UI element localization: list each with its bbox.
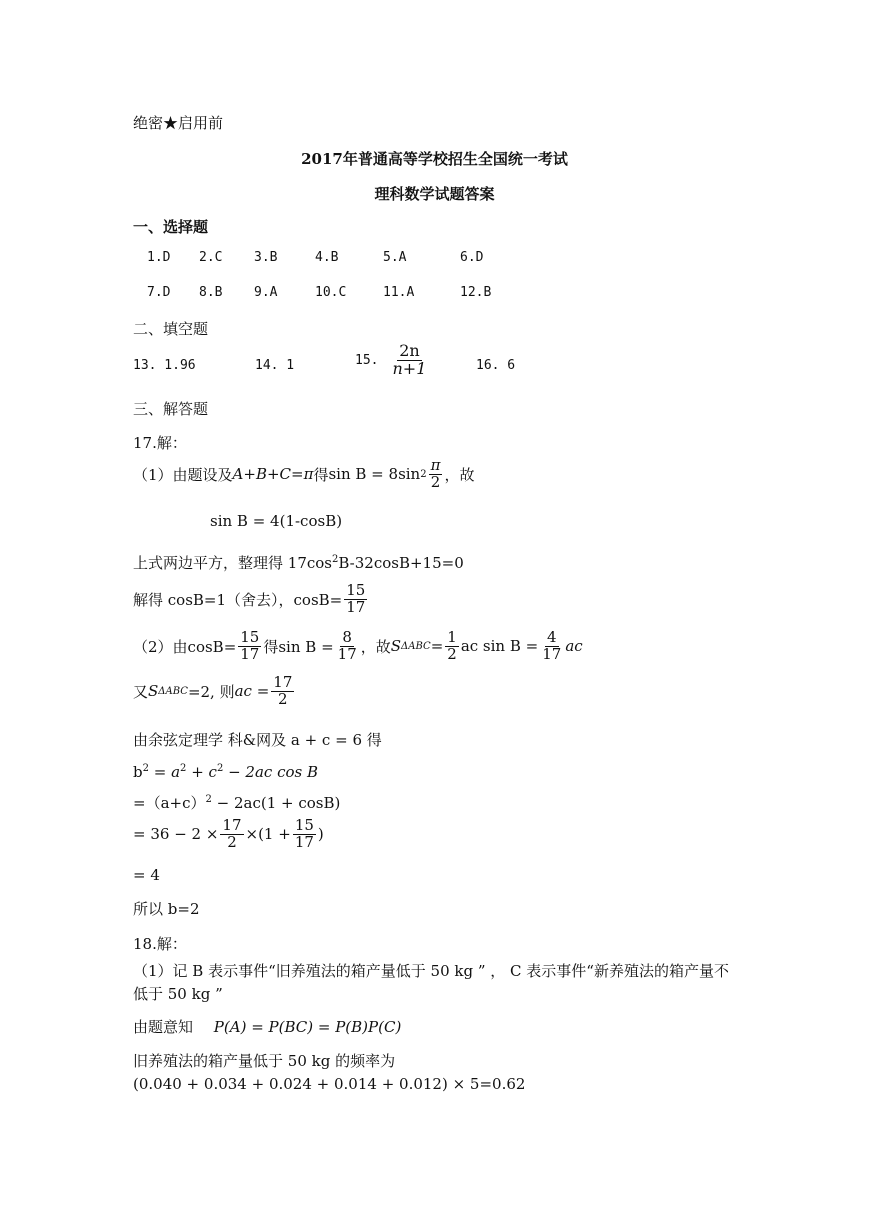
text: ac sin B = [460,637,539,656]
text: − 2ac(1 + cosB) [211,794,341,812]
fraction-numerator: 8 [342,628,352,646]
mc-answer: 4.B [315,250,339,265]
fraction [390,343,428,378]
text: 得sin B = [263,637,334,656]
math-symbol: S [390,637,402,656]
math-expression: ac = [234,682,270,701]
subscript: ΔABC [158,685,188,697]
mc-answer: 11.A [383,285,415,300]
q17-cosine-law-line: 由余弦定理学 科&网及 a + c = 6 得 [133,731,382,749]
mc-answer: 9.A [254,285,278,300]
mc-answer: 7.D [147,285,171,300]
fraction-denominator: 2 [278,689,288,708]
fraction [271,675,294,708]
text: =（a+c） [133,794,206,812]
text: B-32cosB+15=0 [338,554,464,572]
text: = 36 − 2 × [133,825,219,844]
text: （2）由cosB= [133,637,237,656]
fraction [445,630,459,663]
text: =2, 则 [187,682,235,701]
fraction-denominator: n+1 [392,358,427,378]
mc-answer: 3.B [254,250,278,265]
text: ，故 [360,637,391,656]
fill-answer-14: 14. 1 [255,358,295,373]
text: + c [186,763,217,781]
superscript: 2 [205,794,212,805]
fraction-numerator: 15 [346,581,366,599]
q17-equation-4: = 4 [133,866,160,884]
fraction [344,583,367,616]
fraction-numerator: 17 [222,816,242,834]
math-expression: A+B+C=π [232,465,314,484]
mc-answer: 2.C [199,250,223,265]
mc-answer: 5.A [383,250,407,265]
q18-probability-line [133,1016,401,1037]
fraction-denominator: 17 [240,644,260,663]
fraction-denominator: 2 [430,472,441,491]
fraction-numerator: 15 [294,816,314,834]
fraction-numerator: 15 [240,628,260,646]
text: 得 [313,465,329,484]
q17-part2-line [133,630,583,663]
fraction-denominator: 2 [447,644,457,663]
math-expression: sin B = 8sin [328,465,421,484]
mc-answer: 1.D [147,250,171,265]
text: b [133,763,143,781]
q17-part1-line [133,458,474,491]
superscript: 2 [216,763,224,774]
q18-line-1: （1）记 B 表示事件“旧养殖法的箱产量低于 50 kg ” ， C 表示事件“新养殖法的箱产量不 [133,962,729,980]
q17-equation-3 [133,818,324,851]
q17-area-line [133,675,296,708]
section-fill-in-heading: 二、填空题 [133,320,209,338]
fraction [293,818,316,851]
fraction-denominator: 17 [346,597,366,616]
superscript: 2 [180,763,187,774]
fraction [429,458,443,491]
fraction [238,630,261,663]
fraction-numerator: 2n [399,341,420,360]
text: 上式两边平方，整理得 17cos [133,554,332,572]
q18-label: 18.解： [133,935,187,953]
text: 由题意知 [133,1018,194,1036]
text: 又 [133,682,149,701]
fraction-numerator: 1 [447,628,457,646]
answer-subtitle: 理科数学试题答案 [374,185,495,203]
q17-equation-2 [133,792,340,813]
fraction-denominator: 17 [294,832,314,851]
section-multiple-choice-heading: 一、选择题 [133,218,209,236]
fill-answer-13: 13. 1.96 [133,358,196,373]
math-expression: P(A) = P(BC) = P(B)P(C) [213,1018,402,1036]
math-symbol: S [148,682,159,701]
mc-answer: 12.B [460,285,492,300]
fraction-denominator: 17 [337,644,357,663]
text: − 2ac cos B [223,763,318,781]
text: = [430,637,444,656]
math-symbol: ac [565,637,583,656]
text: ，故 [444,465,475,484]
q17-label: 17.解： [133,434,187,452]
q17-squared-line [133,552,464,573]
fraction [540,630,563,663]
text: ×(1 + [245,825,291,844]
text: = a [148,763,181,781]
superscript: 2 [332,554,339,565]
fraction [220,818,243,851]
fraction-numerator: π [430,456,441,474]
mc-answer: 10.C [315,285,347,300]
exam-title: 2017年普通高等学校招生全国统一考试 [301,150,568,168]
q18-frequency-line: 旧养殖法的箱产量低于 50 kg 的频率为 [133,1052,396,1070]
q18-calculation: (0.040 + 0.034 + 0.024 + 0.014 + 0.012) × 5=0.62 [133,1075,526,1093]
q17-conclusion: 所以 b=2 [133,900,200,918]
fill-answer-15 [355,343,430,378]
superscript: 2 [420,468,427,480]
fraction-denominator: 17 [542,644,562,663]
confidential-label: 绝密★启用前 [133,114,224,132]
text: 解得 cosB=1（舍去），cosB= [133,590,343,609]
mc-answer: 8.B [199,285,223,300]
fraction-denominator: 2 [227,832,237,851]
fill-answer-16: 16. 6 [476,358,516,373]
subscript: ΔABC [401,640,431,652]
text: （1）由题设及 [133,465,233,484]
q17-solve-line [133,583,369,616]
text: ) [317,825,324,844]
superscript: 2 [142,763,149,774]
mc-answer: 6.D [460,250,484,265]
q17-equation-1 [133,763,318,781]
fraction-numerator: 4 [546,628,557,646]
q18-line-2: 低于 50 kg ” [133,985,223,1003]
fraction [336,630,359,663]
section-solutions-heading: 三、解答题 [133,400,209,418]
q17-equation-sinB: sin B = 4(1-cosB) [210,512,343,530]
fill-answer-15-label: 15. [355,352,379,368]
fraction-numerator: 17 [273,673,293,691]
